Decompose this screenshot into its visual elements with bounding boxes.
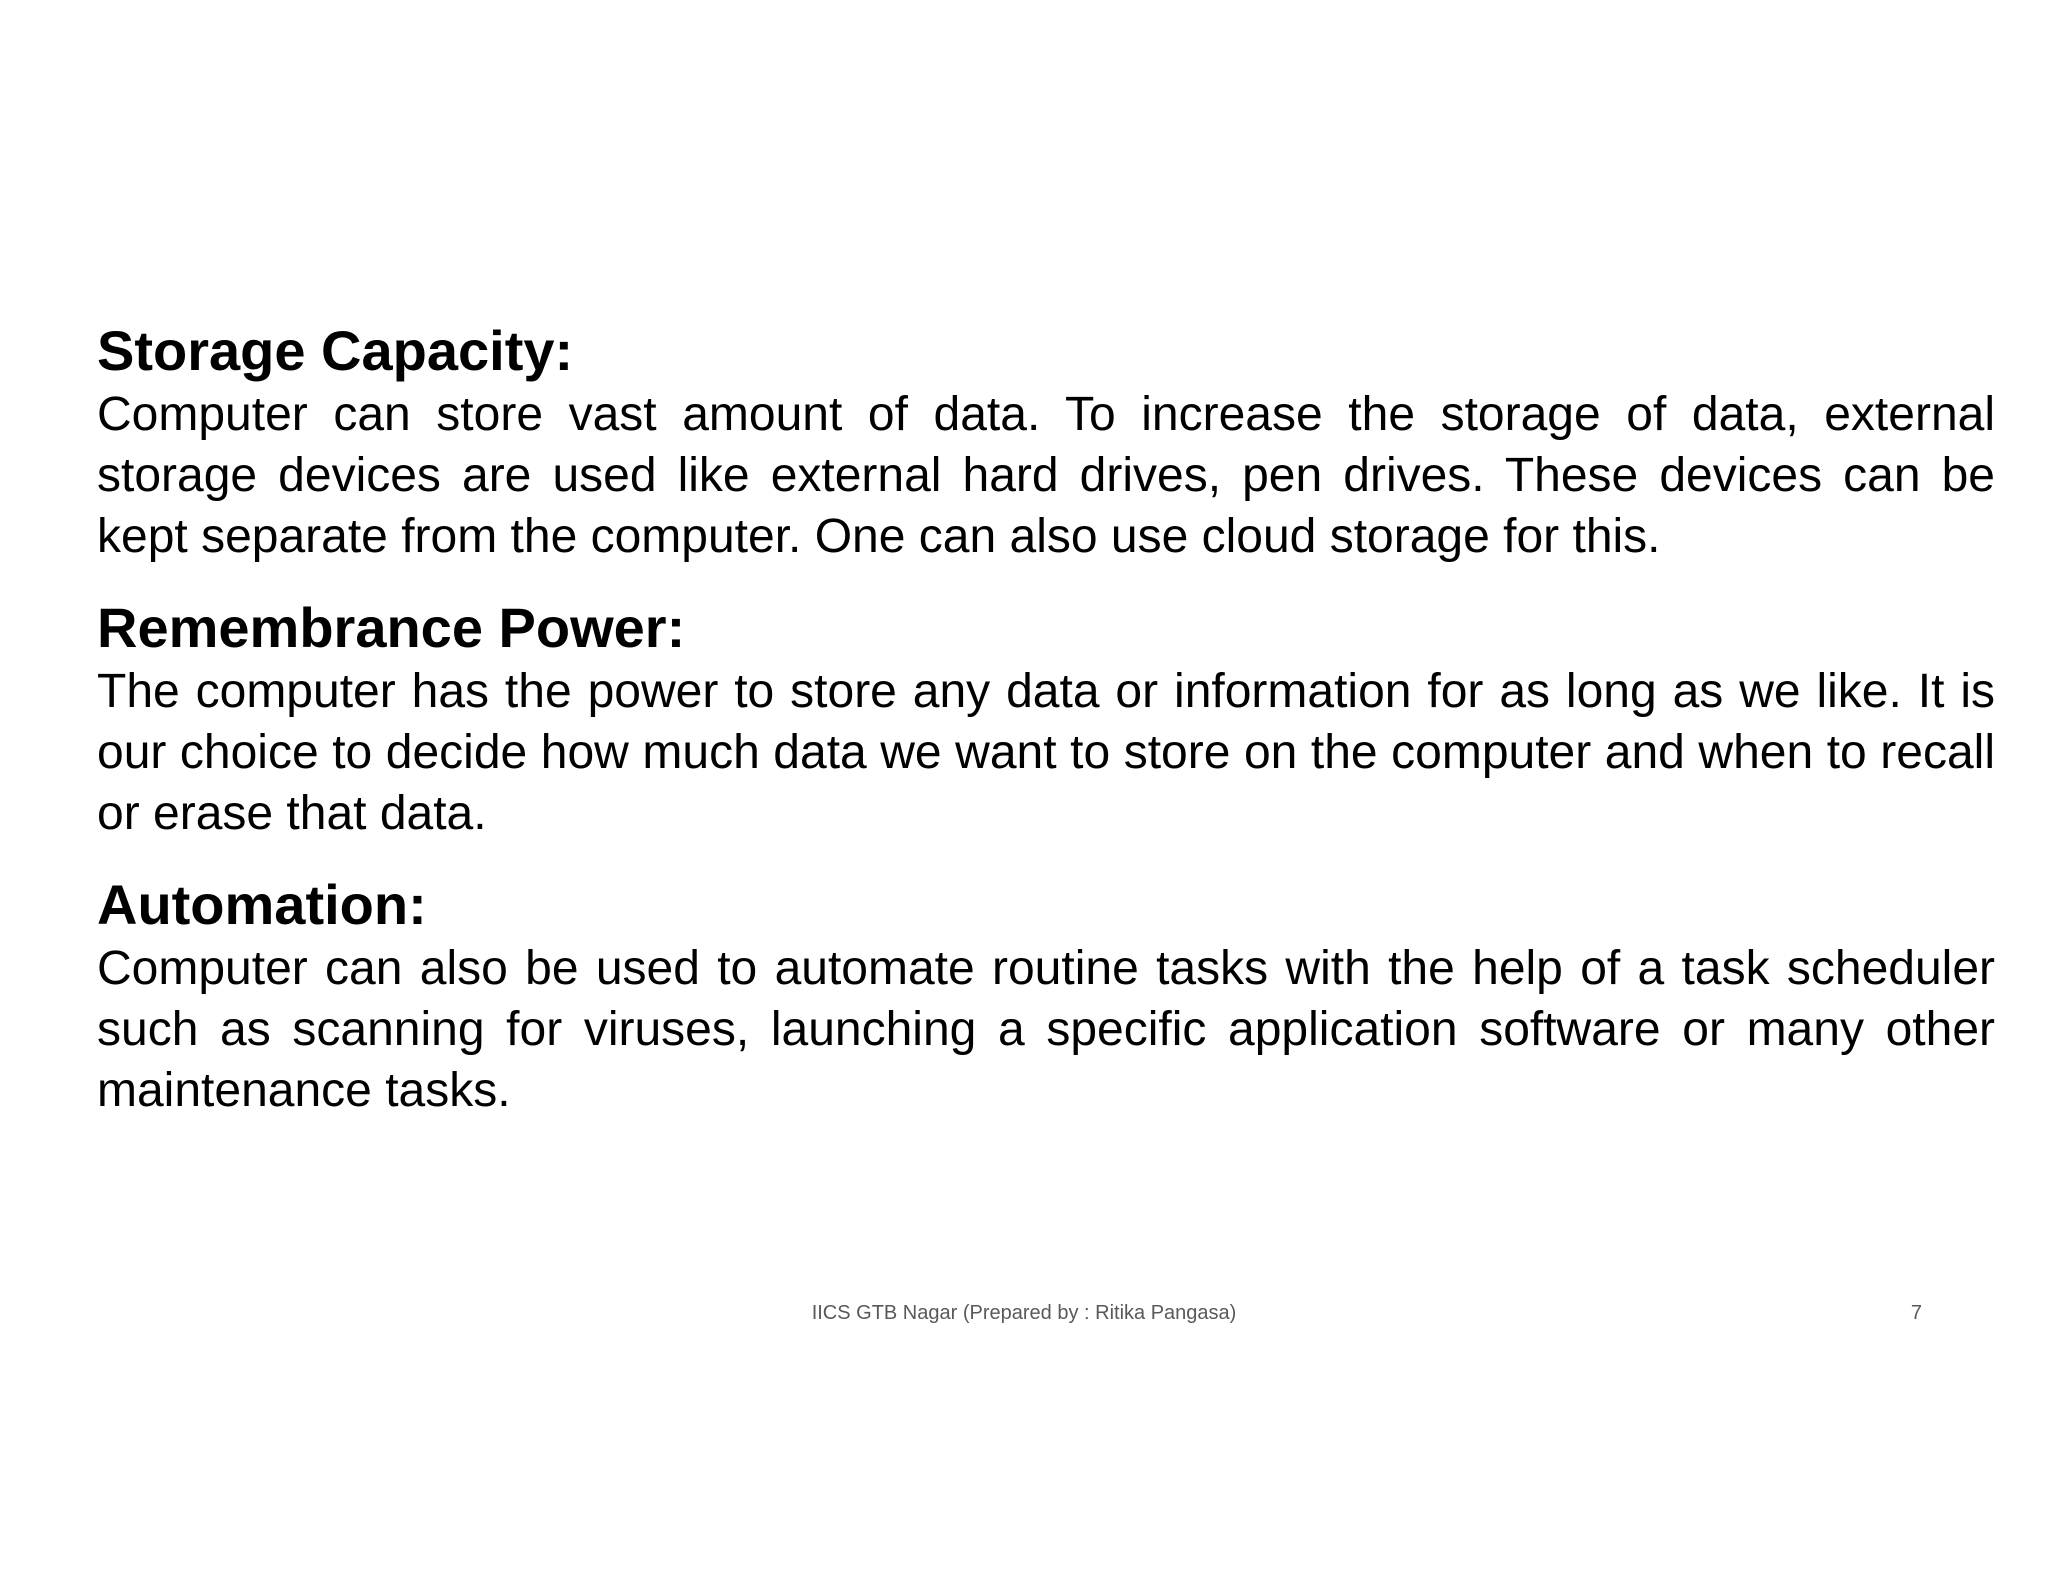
section-automation [97,872,1995,1121]
section-body: Computer can also be used to automate routine tasks with the help of a task scheduler such as scanning for viruses, launching a specific application software or many other maintenance tasks. [97,942,1995,1117]
section-heading: Remembrance Power: [97,596,686,659]
section-heading: Automation: [97,873,427,936]
section-body: Computer can store vast amount of data. To increase the storage of data, external storage devices are used like external hard drives, pen drives. These devices can be kept separate from the computer. One can also use cloud storage for this. [97,388,1995,563]
section-storage-capacity [97,318,1995,567]
footer-text: IICS GTB Nagar (Prepared by : Ritika Pangasa) [811,1302,1237,1324]
page-number: 7 [1910,1302,1922,1324]
section-body: The computer has the power to store any data or information for as long as we like. It is our choice to decide how much data we want to store on the computer and when to recall or erase that data. [97,665,1995,840]
slide-content [97,318,1995,1121]
section-heading: Storage Capacity: [97,319,574,382]
section-remembrance-power [97,595,1995,844]
